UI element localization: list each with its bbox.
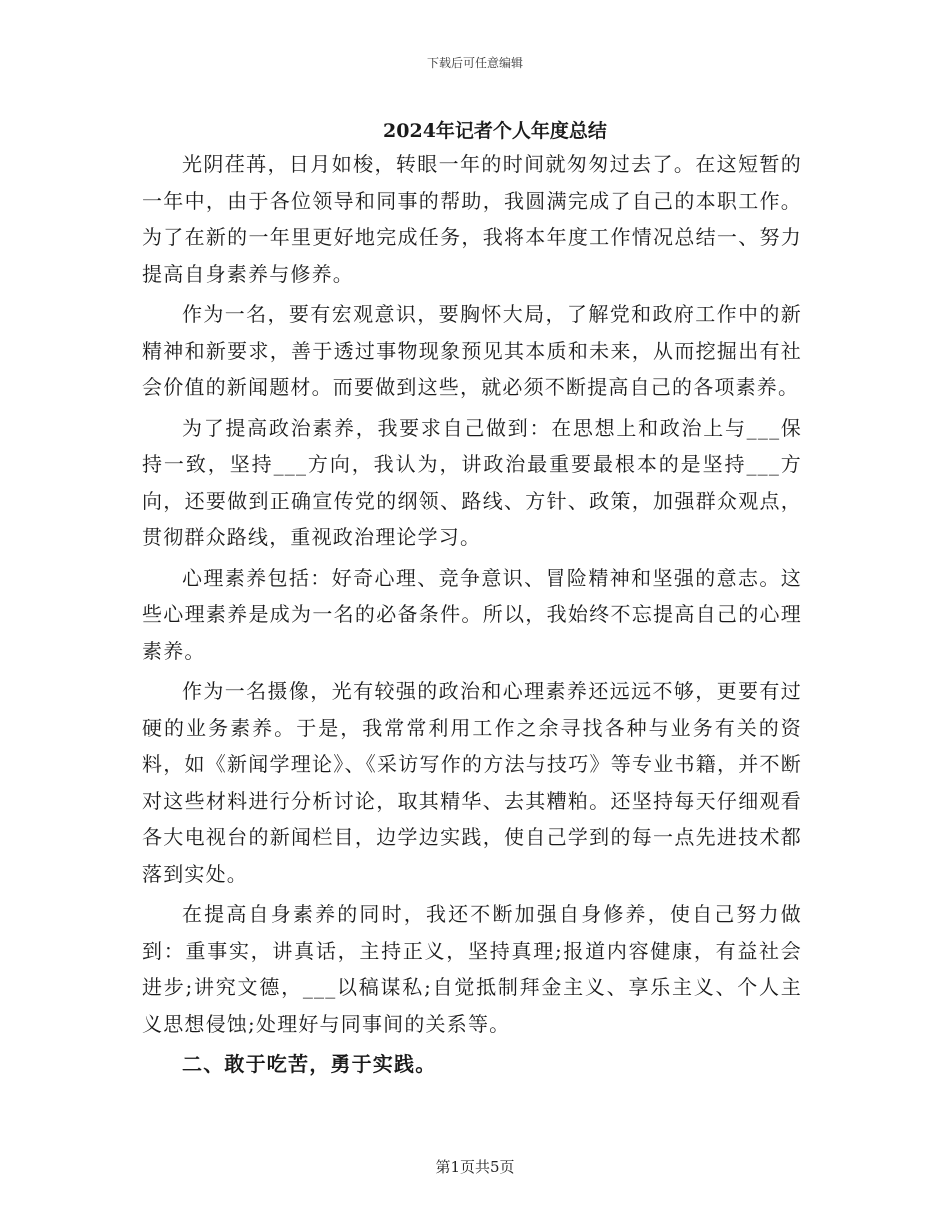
paragraph-political-literacy: 为了提高政治素养，我要求自己做到：在思想上和政治上与___保持一致，坚持___方向，我认为，讲政治最重要最根本的是坚持___方向，还要做到正确宣传党的纲领、路线、方针、政策，加强群众观点，贯彻群众路线，重视政治理论学习。 [142, 415, 802, 549]
section-heading: 二、敢于吃苦，勇于实践。 [182, 1052, 437, 1076]
paragraph-intro: 光阴荏苒，日月如梭，转眼一年的时间就匆匆过去了。在这短暂的一年中，由于各位领导和同事的帮助，我圆满完成了自己的本职工作。为了在新的一年里更好地完成任务，我将本年度工作情况总结一、努力提高自身素养与修养。 [142, 152, 802, 286]
page-number: 第1页共5页 [435, 1158, 515, 1176]
header-note: 下载后可任意编辑 [426, 56, 523, 70]
paragraph-psychological-literacy: 心理素养包括：好奇心理、竞争意识、冒险精神和坚强的意志。这些心理素养是成为一名的必备条件。所以，我始终不忘提高自己的心理素养。 [142, 565, 802, 663]
document-title: 2024年记者个人年度总结 [383, 120, 607, 142]
paragraph-macro-awareness: 作为一名，要有宏观意识，要胸怀大局，了解党和政府工作中的新精神和新要求，善于透过事物现象预见其本质和未来，从而挖掘出有社会价值的新闻题材。而要做到这些，就必须不断提高自己的各项素养。 [142, 302, 802, 399]
paragraph-professional-literacy: 作为一名摄像，光有较强的政治和心理素养还远远不够，更要有过硬的业务素养。于是，我常常利用工作之余寻找各种与业务有关的资料，如《新闻学理论》、《采访写作的方法与技巧》等专业书籍，并不断对这些材料进行分析讨论，取其精华、去其糟粕。还坚持每天仔细观看各大电视台的新闻栏目，边学边实践，使自己学到的每一点先进技术都落到实处。 [142, 679, 802, 886]
paragraph-self-cultivation: 在提高自身素养的同时，我还不断加强自身修养，使自己努力做到：重事实，讲真话，主持正义，坚持真理;报道内容健康，有益社会进步;讲究文德，___以稿谋私;自觉抵制拜金主义、享乐主义、个人主义思想侵蚀;处理好与同事间的关系等。 [142, 902, 802, 1036]
document-body [142, 146, 802, 1087]
